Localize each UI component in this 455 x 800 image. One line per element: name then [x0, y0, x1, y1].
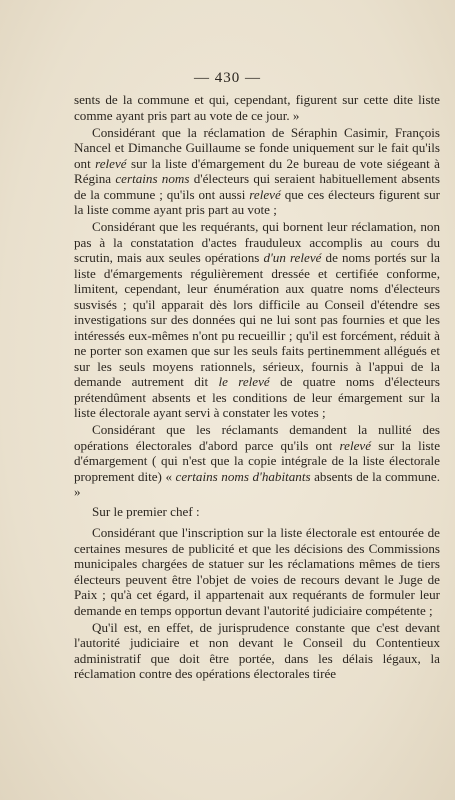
text-run: de quatre noms d'électeurs prétendûment absents et les conditions de leur émargement sur la liste électorale ayant servi à constater les votes ;: [74, 374, 440, 421]
text-run: Sur le premier chef :: [92, 503, 200, 519]
paragraph: [74, 219, 440, 421]
italic-run: relevé: [249, 186, 281, 202]
text-run: sents de la commune et qui, cependant, figurent sur cette dite liste comme ayant pris part au vote de ce jour. »: [74, 92, 440, 123]
text-run: Considérant que l'inscription sur la liste électorale est entourée de certaines mesures de publicité et que les décisions des Commissions municipales chargées de statuer sur les réclamations mêmes de tiers électeurs peuvent être l'objet de voies de recours devant le Juge de Paix ; qu'à cet égard, il appartenait aux requérants de formuler leur demande en temps opportun devant l'autorité judiciaire compétente ;: [74, 525, 440, 618]
italic-run: d'un relevé: [263, 250, 322, 266]
italic-run: certains noms d'habitants: [175, 468, 311, 484]
body-text: [74, 92, 440, 683]
italic-run: relevé: [339, 437, 372, 453]
section-heading: [74, 504, 440, 520]
text-run: Considérant que les requérants, qui bornent leur réclamation, non pas à la constatation d'actes frauduleux accomplis au cours du scrutin, mais aux seules opérations: [74, 219, 440, 266]
text-run: de noms portés sur la liste d'émargements régulièrement dressée et certifiée conforme, limitent, cependant, leur énumération aux quatre noms d'électeurs susvisés ; qu'il apparait dès lors difficile au Conseil d'étendre ses investigations sur des données qui ne lui sont pas fournies et que les intéressés eux-mêmes n'ont pu recueillir ; qu'il est forcément, réduit à ne porter son examen que sur les seuls faits pertinemment allégués et sur les seuls moyens rationnels, sérieux, fournis à l'appui de la demande autrement dit: [74, 250, 440, 390]
text-run: d'électeurs qui seraient habituellement absents de la commune ; qu'ils ont aussi: [74, 171, 440, 202]
paragraph: [74, 92, 440, 123]
paragraph: [74, 525, 440, 618]
italic-run: relevé: [95, 155, 127, 171]
text-run: Considérant que la réclamation de Séraphin Casimir, François Nancel et Dimanche Guillaume se fonde uniquement sur le fait qu'ils ont: [74, 124, 440, 171]
italic-run: certains noms: [115, 171, 190, 187]
text-run: sur la liste d'émargement du 2e bureau de vote siégeant à Régina: [74, 155, 440, 187]
text-run: sur la liste d'émargement ( qui n'est que la copie intégrale de la liste électorale proprement dite) «: [74, 437, 440, 484]
text-run: Considérant que les réclamants demandent la nullité des opérations électorales d'abord parce qu'ils ont: [74, 422, 440, 453]
paragraph: [74, 125, 440, 218]
paragraph: [74, 422, 440, 500]
text-run: que ces électeurs figurent sur la liste comme ayant pris part au vote ;: [74, 186, 440, 218]
italic-run: le relevé: [218, 374, 270, 390]
page-number: — 430 —: [194, 70, 261, 86]
paragraph: [74, 620, 440, 682]
text-run: Qu'il est, en effet, de jurisprudence constante que c'est devant l'autorité judiciaire et non devant le Conseil du Contentieux administratif que doit être portée, dans les délais légaux, la réclamation contre des opérations électorales tirée: [74, 619, 440, 682]
text-run: absents de la commune. »: [74, 468, 441, 500]
